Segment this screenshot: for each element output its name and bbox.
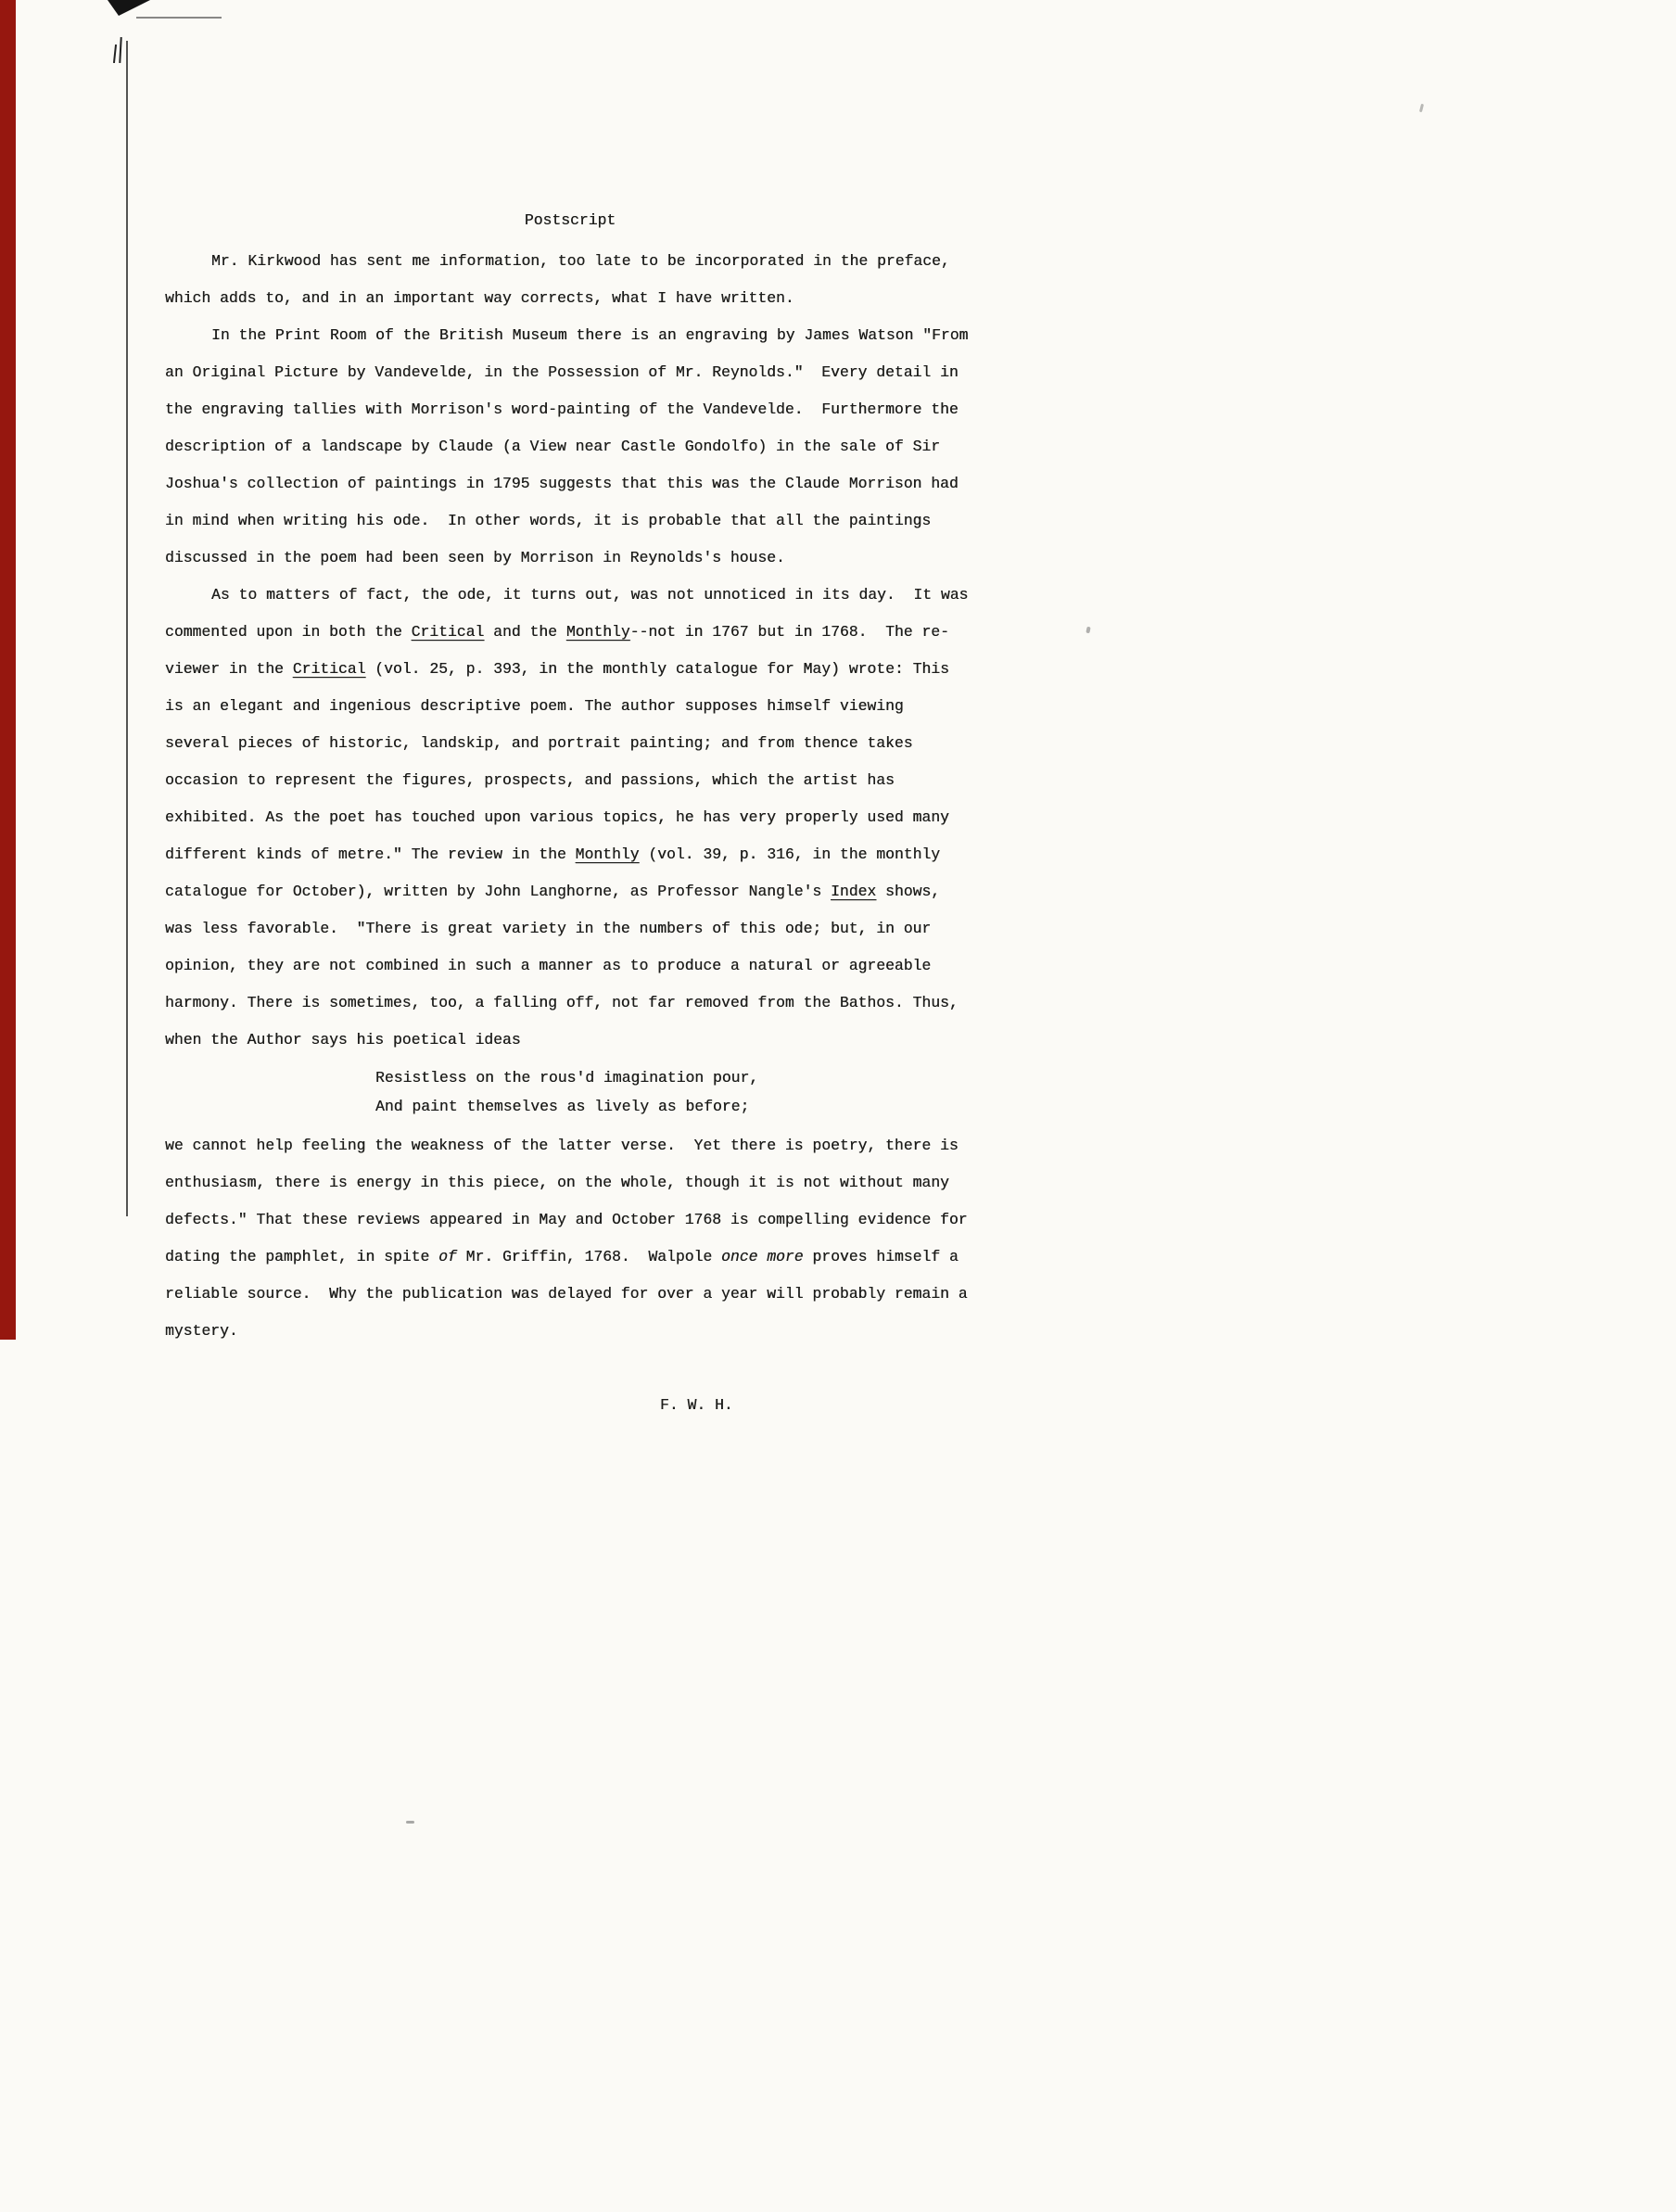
pen-mark [119,37,121,63]
scan-speck [1086,627,1090,634]
underlined-term: Index [831,883,877,900]
text-segment: and the [484,623,566,641]
signature: F. W. H. [660,1396,733,1414]
italic-term: once more [721,1248,804,1265]
text-segment: Mr. Kirkwood has sent me information, too late to be incorporated in the preface, which adds to, and in an important way corrects, what I have written. [165,252,959,307]
margin-vertical-line [126,41,128,1216]
text-segment: In the Print Room of the British Museum there is an engraving by James Watson "From an Original Picture by Vandevelde, in the Possession of Mr. Reynolds." Every detail in the engraving tallies with Morrison's word-painting of the Vandevelde. Furthermore the description of a landscape by Claude (a View near Castle Gondolfo) in the sale of Sir Joshua's collection of paintings in 1795 suggests that this was the Claude Morrison had in mind when writing his ode. In other words, it is probable that all the paintings discussed in the poem had been seen by Morrison in Reynolds's house. [165,326,978,566]
pen-mark [113,44,117,63]
paragraph [165,317,978,577]
text-segment: (vol. 25, p. 393, in the monthly catalogue for May) wrote: This is an elegant and ingenious descriptive poem. The author supposes himself viewing several pieces of historic, landskip, and portrait painting; and from thence takes occasion to represent the figures, prospects, and passions, which the artist has exhibited. As the poet has touched upon various topics, he has very properly used many different kinds of metre." The review in the [165,660,959,863]
left-edge-red-strip [0,0,16,1340]
scan-speck [1419,104,1424,112]
top-rule-mark [136,17,222,19]
text-segment: As to matters of fact, the ode, it turns out, was not unnoticed in its day. It was commented upon in both the [165,586,978,641]
text-segment: (vol. 39, p. 316, in the monthly catalogue for October), written by John Langhorne, as Professor Nangle's [165,845,949,900]
underlined-term: Monthly [565,623,630,641]
text-segment: shows, was less favorable. "There is great variety in the numbers of this ode; but, in our opinion, they are not combined in such a manner as to produce a natural or agreeable harmony. There is sometimes, too, a falling off, not far removed from the Bathos. Thus, when the Author says his poetical ideas [165,883,968,1049]
underlined-term: Monthly [575,845,640,863]
text-segment: --not in 1767 but in 1768. The re-viewer in the [165,623,949,678]
text-segment: proves himself a reliable source. Why the publication was delayed for over a year will probably remain a mystery. [165,1248,977,1340]
text-segment: Mr. Griffin, 1768. Walpole [456,1248,722,1265]
scan-speck [406,1821,414,1824]
page-title: Postscript [524,211,616,229]
verse-line: Resistless on the rous'd imagination pour, [375,1069,759,1087]
document-body [165,243,978,1350]
text-segment: we cannot help feeling the weakness of the latter verse. Yet there is poetry, there is enthusiasm, there is energy in this piece, on the whole, though it is not without many defects." That these reviews appeared in May and October 1768 is compelling evidence for dating the pamphlet, in spite [165,1137,977,1265]
verse-line: And paint themselves as lively as before; [375,1098,750,1115]
paragraph [165,1127,975,1350]
paragraph [165,243,975,317]
underlined-term: Critical [292,660,366,678]
paragraph [165,577,978,1059]
italic-term: of [438,1248,457,1265]
text-block [165,202,978,1424]
triangle-mark [108,0,150,16]
verse-quote [375,1063,975,1121]
underlined-term: Critical [411,623,485,641]
